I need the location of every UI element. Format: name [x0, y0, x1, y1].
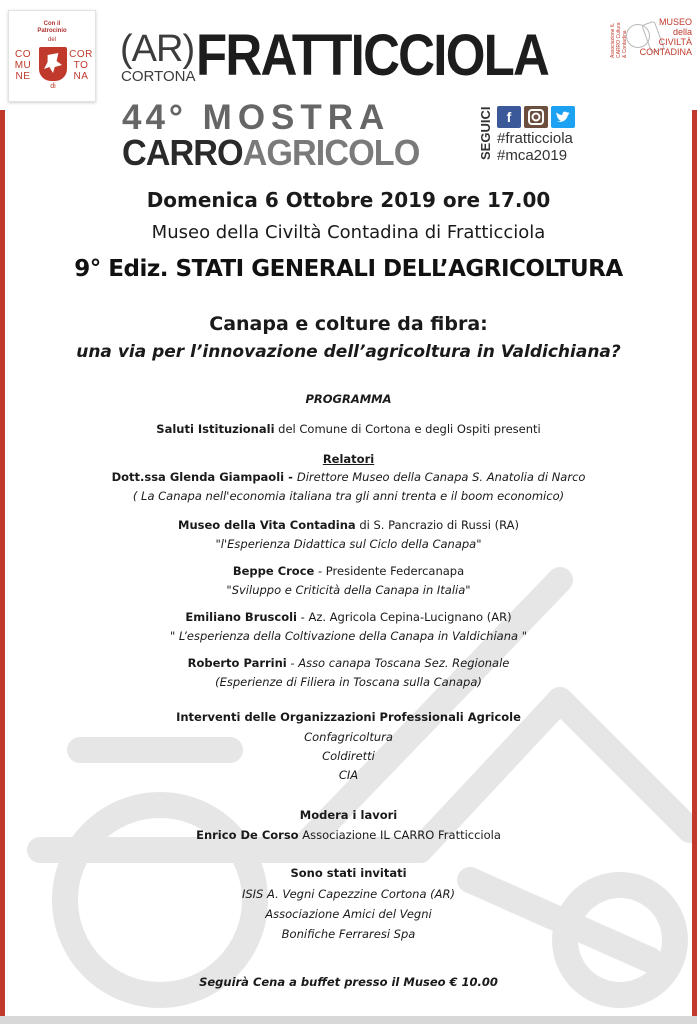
relatore-1: Dott.ssa Glenda Giampaoli - Direttore Museo della Canapa S. Anatolia di Narco	[111, 470, 586, 484]
saluti-line: Saluti Istituzionali del Comune di Cortona e degli Ospiti presenti	[156, 422, 541, 436]
relatore-2-talk: "l'Esperienza Didattica sul Ciclo della Canapa"	[215, 537, 482, 551]
modera-title: Modera i lavori	[299, 808, 398, 822]
mostra-heading: 44° MOSTRA	[122, 98, 391, 137]
relatore-3-talk: "Sviluppo e Criticità della Canapa in Italia"	[226, 583, 471, 597]
hashtags	[497, 130, 573, 164]
museo-logo-side-text: Associazione IL CARRO Cultura & Contadina	[610, 22, 628, 58]
comune-di: di	[50, 83, 56, 90]
event-venue: Museo della Civiltà Contadina di Fratticciola	[151, 222, 546, 243]
interventi-item-1: Confagricoltura	[304, 730, 393, 744]
interventi-item-3: CIA	[338, 768, 359, 782]
museo-logo-text: MUSEO della CIVILTÀ CONTADINA	[639, 17, 692, 57]
moderatore: Enrico De Corso Associazione IL CARRO Fratticciola	[196, 828, 501, 842]
invitato-1: ISIS A. Vegni Capezzine Cortona (AR)	[241, 887, 456, 901]
invitato-2: Associazione Amici del Vegni	[265, 907, 432, 921]
relatore-1-talk: ( La Canapa nell'economia italiana tra gli anni trenta e il boom economico)	[132, 489, 565, 503]
bottom-border	[0, 1016, 697, 1024]
twitter-icon[interactable]	[551, 106, 575, 128]
page-title: FRATTICCIOLA	[196, 23, 549, 88]
comune-text: CO MU NE	[14, 49, 32, 82]
social-icons	[497, 106, 575, 128]
seguici-label: SEGUICI	[478, 106, 493, 160]
programma-title: PROGRAMMA	[305, 392, 392, 406]
hashtag-mca2019[interactable]: #mca2019	[497, 147, 568, 164]
relatore-5-talk: (Esperienze di Filiera in Toscana sulla Canapa)	[215, 675, 482, 689]
topic-title: Canapa e colture da fibra:	[209, 313, 488, 335]
topic-subtitle: una via per l’innovazione dell’agricoltura in Valdichiana?	[76, 342, 621, 362]
instagram-icon[interactable]	[524, 106, 548, 128]
invitati-title: Sono stati invitati	[290, 866, 407, 880]
cortona-text: COR TO NA	[69, 49, 93, 82]
relatore-3: Beppe Croce - Presidente Federcanapa	[232, 564, 465, 578]
comune-cortona-logo	[8, 10, 96, 102]
cena-line: Seguirà Cena a buffet presso il Museo € 10.00	[199, 975, 498, 989]
patrocinio-del: del	[47, 37, 56, 43]
relatori-title: Relatori	[322, 452, 375, 466]
museo-logo	[602, 14, 692, 58]
relatore-4: Emiliano Bruscoli - Az. Agricola Cepina-Lucignano (AR)	[185, 610, 512, 624]
event-date: Domenica 6 Ottobre 2019 ore 17.00	[146, 188, 551, 212]
event-edition: 9° Ediz. STATI GENERALI DELL’AGRICOLTURA	[74, 256, 623, 282]
carro-agricolo-heading: CARROAGRICOLO	[122, 132, 420, 173]
title-ar: (AR)	[120, 28, 195, 70]
relatore-5: Roberto Parrini - Asso canapa Toscana Sez. Regionale	[187, 656, 510, 670]
interventi-item-2: Coldiretti	[322, 749, 375, 763]
interventi-title: Interventi delle Organizzazioni Professionali Agricole	[176, 710, 521, 724]
hashtag-fratticciola[interactable]: #fratticciola	[497, 130, 573, 147]
patrocinio-text: Con il Patrocinio	[37, 21, 67, 34]
facebook-icon[interactable]: f	[497, 106, 521, 128]
relatore-2: Museo della Vita Contadina di S. Pancrazio di Russi (RA)	[178, 518, 519, 532]
invitato-3: Bonifiche Ferraresi Spa	[281, 927, 416, 941]
crest-icon	[39, 47, 67, 81]
relatore-4-talk: " L’esperienza della Coltivazione della Canapa in Valdichiana "	[169, 629, 527, 643]
title-cortona: CORTONA	[121, 68, 196, 85]
